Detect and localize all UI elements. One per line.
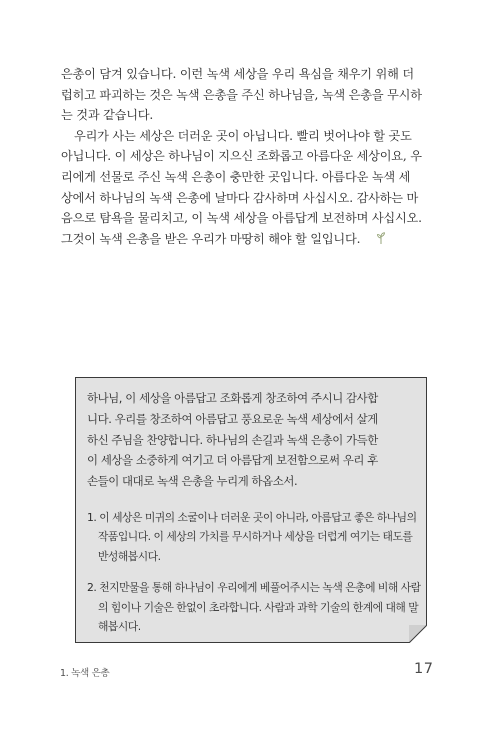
question-line: 2. 천지만물을 통해 하나님이 우리에게 베풀어주시는 녹색 은총에 비해 사람 — [87, 581, 421, 595]
question-line: 반성해봅시다. — [98, 549, 161, 563]
body-line: 리에게 선물로 주신 녹색 은총이 충만한 곳입니다. 아름다운 녹색 세 — [61, 169, 411, 184]
question-line: 1. 이 세상은 미귀의 소굴이나 더러운 곳이 아니라, 아름답고 좋은 하나님의 — [87, 511, 417, 524]
paragraph-2 — [61, 126, 439, 250]
body-line: 음으로 탐욕을 물리치고, 이 녹색 세상을 아름답게 보전하며 사십시오. — [61, 211, 422, 226]
prayer-text — [87, 388, 415, 492]
prayer-line: 이 세상을 소중하게 여기고 더 아름답게 보전함으로써 우리 후 — [87, 453, 378, 468]
discussion-questions — [87, 508, 421, 636]
body-line: 그것이 녹색 은총을 받은 우리가 마땅히 해야 할 일입니다. — [61, 231, 361, 246]
question-item — [87, 508, 417, 566]
body-line: 아닙니다. 이 세상은 하나님이 지으신 조화롭고 아름다운 세상이요, 우 — [61, 149, 422, 164]
main-body-text — [61, 64, 439, 249]
body-line: 은총이 담겨 있습니다. 이런 녹색 세상을 우리 욕심을 채우기 위해 더 — [61, 67, 414, 81]
leaf-sprout-icon — [363, 230, 373, 242]
body-line: 는 것과 같습니다. — [61, 108, 154, 123]
question-line: 해봅시다. — [98, 620, 141, 634]
question-line: 의 힘이나 기술은 한없이 초라합니다. 사람과 과학 기술의 한계에 대해 말 — [98, 600, 419, 614]
paragraph-1 — [61, 64, 439, 126]
prayer-line: 니다. 우리를 창조하여 아름답고 풍요로운 녹색 세상에서 살게 — [87, 411, 378, 426]
chapter-label: 1. 녹색 은총 — [60, 668, 110, 679]
question-item — [87, 578, 421, 636]
question-line: 작품입니다. 이 세상의 가치를 무시하거나 세상을 더럽게 여기는 태도를 — [98, 530, 413, 544]
prayer-line: 손들이 대대로 녹색 은총을 누리게 하옵소서. — [87, 474, 298, 489]
body-line: 상에서 하나님의 녹색 은총에 날마다 감사하며 사십시오. 감사하는 마 — [61, 190, 419, 205]
body-line: 우리가 사는 세상은 더러운 곳이 아닙니다. 빨리 벗어나야 할 곳도 — [74, 128, 412, 143]
prayer-box — [75, 377, 427, 643]
folded-corner-icon — [409, 625, 427, 643]
prayer-line: 하나님, 이 세상을 아름답고 조화롭게 창조하여 주시니 감사합 — [87, 391, 378, 405]
page-number: 17 — [414, 661, 434, 677]
body-line: 럽히고 파괴하는 것은 녹색 은총을 주신 하나님을, 녹색 은총을 무시하 — [61, 87, 422, 102]
prayer-line: 하신 주님을 찬양합니다. 하나님의 손길과 녹색 은총이 가득한 — [87, 432, 378, 447]
